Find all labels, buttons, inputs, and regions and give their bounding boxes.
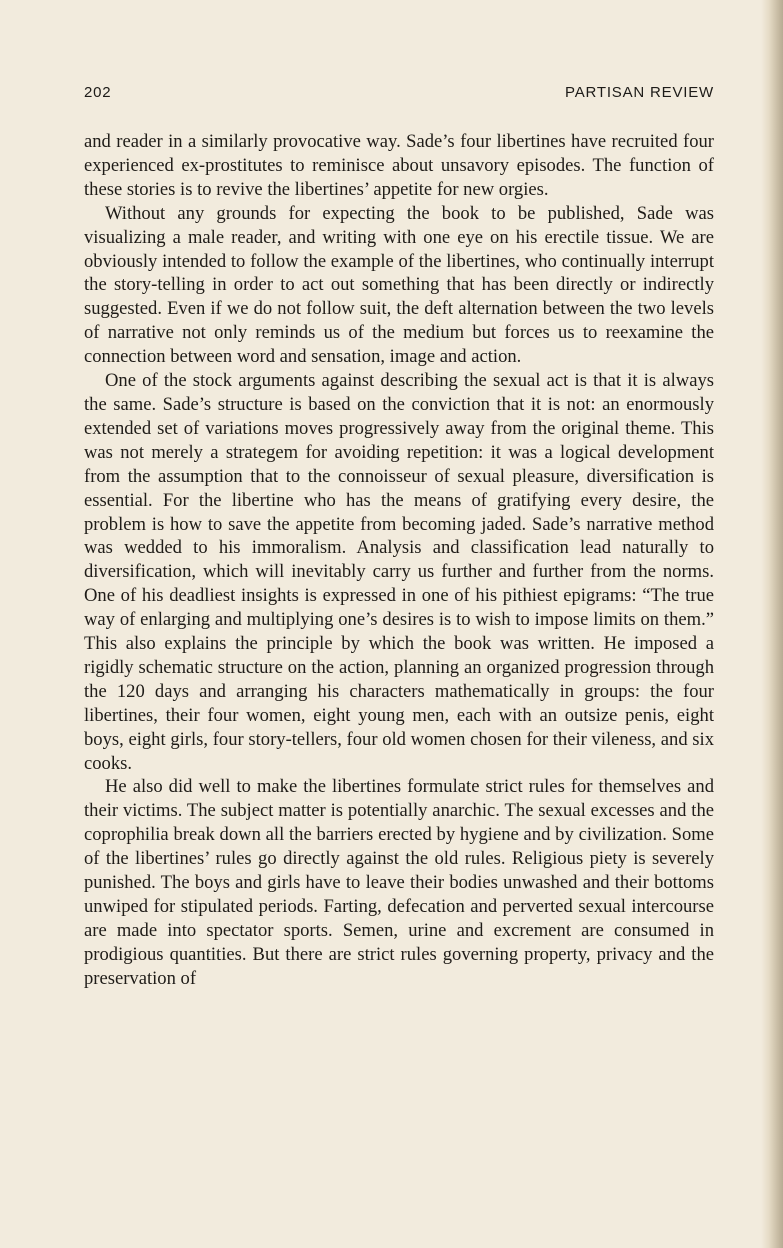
paragraph: One of the stock arguments against describing the sexual act is that it is always the same. Sade’s structure is based on the conviction that it is not: an enormously extended set of variations moves progressively away from the original theme. This was not merely a strategem for avoiding repetition: it was a logical development from the assumption that to the connoisseur of sexual pleasure, diversification is essential. For the libertine who has the means of gratifying every desire, the problem is how to save the appetite from becoming jaded. Sade’s narrative method was wedded to his immoralism. Analysis and classification lead naturally to diversification, which will inevitably carry us further and further from the norms. One of his deadliest insights is expressed in one of his pithiest epigrams: “The true way of enlarging and multiplying one’s desires is to wish to impose limits on them.” This also explains the principle by which the book was written. He imposed a rigidly schematic structure on the action, planning an organized progression through the 120 days and arranging his characters mathematically in groups: the four libertines, their four women, eight young men, each with an outsize penis, eight boys, eight girls, four story-tellers, four old women chosen for their vileness, and six cooks. <box>84 370 714 774</box>
body-text <box>84 130 714 991</box>
running-title: PARTISAN REVIEW <box>565 84 714 101</box>
running-header <box>84 84 714 104</box>
paragraph: Without any grounds for expecting the book to be published, Sade was visualizing a male reader, and writing with one eye on his erectile tissue. We are obviously intended to follow the example of the libertines, who continually interrupt the story-telling in order to act out something that has been directly or indirectly suggested. Even if we do not follow suit, the deft alternation between the two levels of narrative not only reminds us of the medium but forces us to reexamine the connection between word and sensation, image and action. <box>84 202 714 368</box>
page-number: 202 <box>84 84 112 101</box>
paragraph-continuation: and reader in a similarly provocative way. Sade’s four libertines have recruited four experienced ex-prostitutes to reminisce about unsavory episodes. The function of these stories is to revive the libertines’ appetite for new orgies. <box>84 131 714 200</box>
paragraph: He also did well to make the libertines formulate strict rules for themselves and their victims. The subject matter is potentially anarchic. The sexual excesses and the coprophilia break down all the barriers erected by hygiene and by civilization. Some of the libertines’ rules go directly against the old rules. Religious piety is severely punished. The boys and girls have to leave their bodies unwashed and their bottoms unwiped for stipulated periods. Farting, defecation and perverted sexual intercourse are made into spectator sports. Semen, urine and excrement are consumed in prodigious quantities. But there are strict rules governing property, privacy and the preservation of <box>84 776 714 989</box>
page-edge-shadow <box>761 0 783 1248</box>
